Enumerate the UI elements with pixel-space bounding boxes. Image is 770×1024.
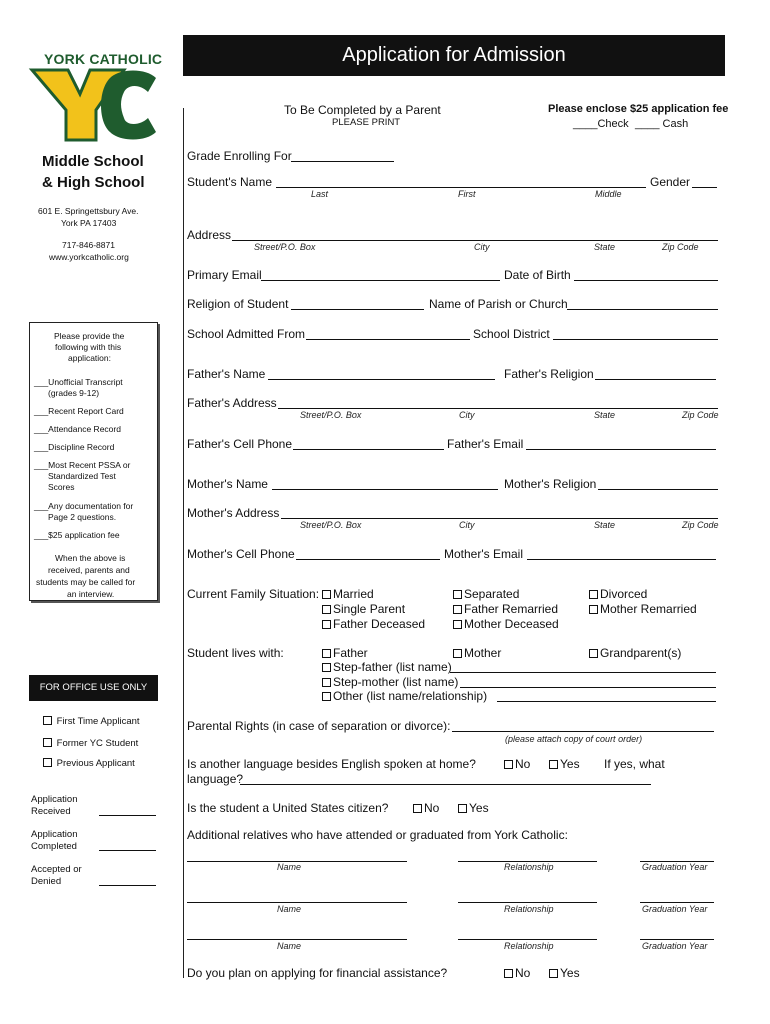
language-yes[interactable]: Yes [549, 757, 580, 771]
parish-label: Name of Parish or Church [429, 297, 568, 311]
dob-field[interactable] [574, 280, 718, 281]
father-name-label: Father's Name [187, 367, 266, 381]
relative-relationship-field[interactable] [458, 902, 597, 903]
caption-state: State [594, 520, 616, 530]
lives-option-other[interactable]: Other (list name/relationship) [322, 689, 487, 703]
dob-label: Date of Birth [504, 268, 571, 282]
office-completed: Application Completed [31, 829, 78, 852]
lives-option-step-father[interactable]: Step-father (list name) [322, 660, 452, 674]
caption-last: Last [311, 189, 329, 199]
title-bar [183, 35, 725, 76]
fam-option-married[interactable]: Married [322, 587, 374, 601]
checklist-item: ___Attendance Record [34, 424, 121, 434]
checklist-item: ___Recent Report Card [34, 406, 124, 416]
father-address-label: Father's Address [187, 396, 277, 410]
checkbox-icon[interactable] [453, 649, 462, 658]
checkbox-icon[interactable] [413, 804, 422, 813]
grade-field[interactable] [291, 161, 394, 162]
relative-year-field[interactable] [640, 939, 714, 940]
office-option[interactable]: Previous Applicant [43, 758, 135, 769]
checkbox-icon[interactable] [322, 620, 331, 629]
fam-option-separated[interactable]: Separated [453, 587, 519, 601]
checklist-intro-1: Please provide the [54, 331, 125, 341]
checkbox-icon[interactable] [322, 649, 331, 658]
father-email-label: Father's Email [447, 437, 524, 451]
mother-religion-label: Mother's Religion [504, 477, 597, 491]
school-district-label: School District [473, 327, 550, 341]
school-logo-icon [28, 64, 160, 144]
relative-relationship-field[interactable] [458, 939, 597, 940]
caption-relationship: Relationship [504, 904, 554, 914]
mother-email-field[interactable] [527, 559, 716, 560]
school-address-2: York PA 17403 [61, 218, 117, 228]
checklist-item: ___Most Recent PSSA or [34, 460, 131, 470]
checkbox-icon[interactable] [453, 590, 462, 599]
parental-rights-label: Parental Rights (in case of separation or divorce): [187, 719, 451, 733]
by-parent-text: To Be Completed by a Parent [284, 103, 441, 117]
mother-email-label: Mother's Email [444, 547, 523, 561]
caption-state: State [594, 410, 616, 420]
caption-city: City [459, 410, 475, 420]
checklist-item: (grades 9-12) [48, 388, 100, 398]
address-field[interactable] [232, 240, 718, 241]
checkbox-icon[interactable] [453, 605, 462, 614]
caption-graduation-year: Graduation Year [642, 904, 708, 914]
school-address-1: 601 E. Springettsbury Ave. [38, 206, 139, 216]
checkbox-icon[interactable] [43, 758, 52, 767]
grade-label: Grade Enrolling For [187, 149, 292, 163]
other-field[interactable] [497, 701, 716, 702]
checkbox-icon[interactable] [322, 605, 331, 614]
language-question: Is another language besides English spoken at home? [187, 757, 476, 771]
checklist-outro-1: When the above is [55, 553, 126, 563]
checklist-item: ___Unofficial Transcript [34, 377, 123, 387]
caption-city: City [474, 242, 490, 252]
student-name-field[interactable] [276, 187, 646, 188]
parish-field[interactable] [567, 309, 718, 310]
gender-field[interactable] [692, 187, 717, 188]
language-if-yes: If yes, what [604, 757, 665, 771]
checkbox-icon[interactable] [322, 692, 331, 701]
citizen-question: Is the student a United States citizen? [187, 801, 389, 815]
school-from-field[interactable] [306, 339, 470, 340]
relative-name-field[interactable] [187, 902, 407, 903]
checkbox-icon[interactable] [589, 590, 598, 599]
mother-cell-label: Mother's Cell Phone [187, 547, 295, 561]
checkbox-icon[interactable] [504, 760, 513, 769]
lives-option-grandparents[interactable]: Grandparent(s) [589, 646, 681, 660]
father-address-field[interactable] [278, 408, 718, 409]
caption-name: Name [277, 862, 302, 872]
office-accepted: Accepted or Denied [31, 864, 82, 887]
lives-option-mother[interactable]: Mother [453, 646, 501, 660]
checkbox-icon[interactable] [589, 605, 598, 614]
mother-name-label: Mother's Name [187, 477, 268, 491]
mother-name-field[interactable] [272, 489, 498, 490]
checklist-item: Page 2 questions. [48, 512, 117, 522]
checklist-intro-2: following with this [55, 342, 122, 352]
caption-street: Street/P.O. Box [300, 520, 362, 530]
gender-label: Gender [650, 175, 691, 189]
caption-graduation-year: Graduation Year [642, 941, 708, 951]
relative-name-field[interactable] [187, 939, 407, 940]
caption-street: Street/P.O. Box [300, 410, 362, 420]
please-print-text: PLEASE PRINT [332, 117, 401, 128]
caption-street: Street/P.O. Box [254, 242, 316, 252]
caption-first: First [458, 189, 476, 199]
checkbox-icon[interactable] [549, 760, 558, 769]
checklist-item: ___$25 application fee [34, 530, 120, 540]
checklist-intro-3: application: [68, 353, 112, 363]
caption-middle: Middle [595, 189, 622, 199]
office-option[interactable]: Former YC Student [43, 738, 138, 749]
language-label: language? [187, 772, 244, 786]
caption-state: State [594, 242, 616, 252]
checkbox-icon[interactable] [322, 663, 331, 672]
student-name-label: Student's Name [187, 175, 273, 189]
office-use-header [29, 675, 158, 701]
school-website: www.yorkcatholic.org [49, 252, 129, 262]
checklist-item: ___Any documentation for [34, 501, 134, 511]
citizen-yes[interactable]: Yes [458, 801, 489, 815]
caption-graduation-year: Graduation Year [642, 862, 708, 872]
checkbox-icon[interactable] [322, 590, 331, 599]
office-received: Application Received [31, 794, 78, 817]
checklist-outro-2: received, parents and [48, 565, 130, 575]
language-no[interactable]: No [504, 757, 530, 771]
mother-cell-field[interactable] [296, 559, 440, 560]
checklist-outro-4: an interview. [67, 589, 115, 599]
logo-text: YORK CATHOLIC [44, 51, 163, 67]
office-use-label: FOR OFFICE USE ONLY [39, 682, 148, 693]
financial-no[interactable]: No [504, 966, 530, 980]
mother-address-field[interactable] [281, 518, 718, 519]
lives-option-father[interactable]: Father [322, 646, 368, 660]
checklist-item: Standardized Test [48, 471, 116, 481]
primary-email-field[interactable] [261, 280, 500, 281]
caption-relationship: Relationship [504, 862, 554, 872]
fam-option-mother-remarried[interactable]: Mother Remarried [589, 602, 697, 616]
office-completed-line[interactable] [99, 850, 156, 851]
lives-with-label: Student lives with: [187, 646, 284, 660]
checkbox-icon[interactable] [504, 969, 513, 978]
checklist-item: Scores [48, 482, 75, 492]
fee-text: Please enclose $25 application fee [548, 103, 729, 115]
financial-question: Do you plan on applying for financial assistance? [187, 966, 448, 980]
checkbox-icon[interactable] [43, 716, 52, 725]
lives-option-step-mother[interactable]: Step-mother (list name) [322, 675, 458, 689]
caption-relationship: Relationship [504, 941, 554, 951]
school-from-label: School Admitted From [187, 327, 306, 341]
school-phone: 717-846-8871 [62, 240, 115, 250]
checkbox-icon[interactable] [453, 620, 462, 629]
caption-zip: Zip Code [682, 520, 719, 530]
office-option[interactable]: First Time Applicant [43, 716, 140, 727]
step-mother-field[interactable] [460, 687, 716, 688]
father-email-field[interactable] [526, 449, 716, 450]
father-name-field[interactable] [268, 379, 495, 380]
office-accepted-line[interactable] [99, 885, 156, 886]
fam-option-single-parent[interactable]: Single Parent [322, 602, 405, 616]
step-father-field[interactable] [450, 672, 716, 673]
page-title: Application for Admission [342, 44, 566, 66]
checkbox-icon[interactable] [589, 649, 598, 658]
address-label: Address [187, 228, 232, 242]
checkbox-icon[interactable] [458, 804, 467, 813]
school-name-line2: & High School [42, 174, 145, 191]
language-field[interactable] [240, 784, 651, 785]
parental-rights-field[interactable] [452, 731, 714, 732]
check-option[interactable]: ____Check [573, 118, 629, 130]
father-cell-label: Father's Cell Phone [187, 437, 293, 451]
mother-address-label: Mother's Address [187, 506, 280, 520]
fam-option-divorced[interactable]: Divorced [589, 587, 647, 601]
checklist-item: ___Discipline Record [34, 442, 115, 452]
caption-name: Name [277, 941, 302, 951]
fam-option-father-deceased[interactable]: Father Deceased [322, 617, 425, 631]
caption-name: Name [277, 904, 302, 914]
school-district-field[interactable] [553, 339, 718, 340]
relative-year-field[interactable] [640, 902, 714, 903]
family-situation-label: Current Family Situation: [187, 587, 320, 601]
checkbox-icon[interactable] [549, 969, 558, 978]
fam-option-father-remarried[interactable]: Father Remarried [453, 602, 558, 616]
office-received-line[interactable] [99, 815, 156, 816]
father-religion-label: Father's Religion [504, 367, 594, 381]
caption-zip: Zip Code [682, 410, 719, 420]
religion-label: Religion of Student [187, 297, 289, 311]
school-name-line1: Middle School [42, 153, 144, 170]
checkbox-icon[interactable] [43, 738, 52, 747]
caption-city: City [459, 520, 475, 530]
checklist-outro-3: students may be called for [36, 577, 136, 587]
court-order-caption: (please attach copy of court order) [505, 734, 643, 744]
mother-religion-field[interactable] [598, 489, 718, 490]
father-religion-field[interactable] [595, 379, 716, 380]
father-cell-field[interactable] [293, 449, 444, 450]
vertical-divider [183, 108, 184, 978]
relatives-question: Additional relatives who have attended or graduated from York Catholic: [187, 828, 568, 842]
fam-option-mother-deceased[interactable]: Mother Deceased [453, 617, 559, 631]
checkbox-icon[interactable] [322, 678, 331, 687]
religion-field[interactable] [291, 309, 424, 310]
caption-zip: Zip Code [662, 242, 699, 252]
cash-option[interactable]: ____ Cash [635, 118, 689, 130]
primary-email-label: Primary Email [187, 268, 262, 282]
financial-yes[interactable]: Yes [549, 966, 580, 980]
citizen-no[interactable]: No [413, 801, 439, 815]
